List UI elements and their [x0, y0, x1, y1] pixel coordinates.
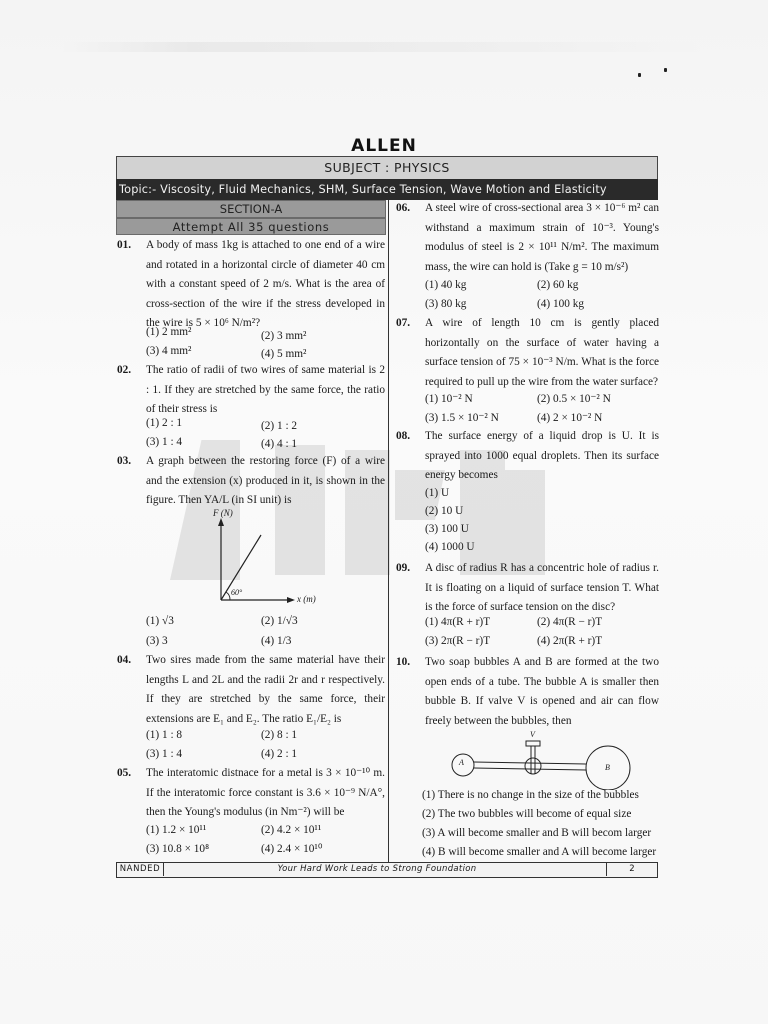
question-number: 02. — [117, 364, 132, 376]
option-1: (1) 2 : 1 — [146, 417, 183, 429]
option-3: (3) A will become smaller and B will becom larger — [422, 827, 652, 839]
option-1: (1) 10⁻² N — [425, 393, 473, 405]
option-4: (4) 2π(R + r)T — [537, 635, 603, 647]
question-number: 05. — [117, 767, 132, 779]
scan-mark — [664, 68, 667, 72]
option-3: (3) 80 kg — [425, 298, 467, 310]
force-extension-graph — [205, 508, 335, 608]
page-footer — [116, 862, 658, 878]
question-number: 07. — [396, 317, 411, 329]
instruction-heading: Attempt All 35 questions — [116, 218, 386, 235]
option-1: (1) 4π(R + r)T — [425, 616, 491, 628]
option-3: (3) 1 : 4 — [146, 748, 183, 760]
question-number: 10. — [396, 656, 411, 668]
option-2: (2) 60 kg — [537, 279, 579, 291]
option-3: (3) 3 — [146, 635, 168, 647]
option-1: (1) 1.2 × 10¹¹ — [146, 824, 207, 836]
soap-bubbles-figure — [445, 730, 635, 790]
bubble-a-label: A — [459, 758, 464, 767]
question-text: Two sires made from the same material have their lengths L and 2L and the radii 2r and r respectively. If they are stretched by the same force, their extensions are E₁ and E₂. The ratio E₁/E₂ is — [146, 654, 385, 725]
option-3: (3) 2π(R − r)T — [425, 635, 491, 647]
option-1: (1) There is no change in the size of the bubbles — [422, 789, 639, 801]
option-2: (2) 3 mm² — [261, 330, 307, 342]
question-text: Two soap bubbles A and B are formed at the two open ends of a tube. The bubble A is smaller then bubble B. If valve V is opened and air can flow freely between the bubbles, then — [425, 656, 659, 727]
option-2: (2) The two bubbles will become of equal size — [422, 808, 632, 820]
topic-banner: Topic:- Viscosity, Fluid Mechanics, SHM, Surface Tension, Wave Motion and Elasticity — [116, 179, 658, 200]
section-heading: SECTION-A — [116, 200, 386, 218]
option-3: (3) 1.5 × 10⁻² N — [425, 412, 499, 424]
option-2: (2) 10 U — [425, 505, 464, 517]
option-3: (3) 10.8 × 10⁸ — [146, 843, 210, 855]
option-3: (3) 1 : 4 — [146, 436, 183, 448]
option-2: (2) 4.2 × 10¹¹ — [261, 824, 322, 836]
footer-tagline: Your Hard Work Leads to Strong Foundation — [277, 864, 477, 874]
question-number: 09. — [396, 562, 411, 574]
option-4: (4) 100 kg — [537, 298, 585, 310]
question-text: The ratio of radii of two wires of same material is 2 : 1. If they are stretched by the same force, the ratio of their stress is — [146, 364, 385, 415]
question-number: 01. — [117, 239, 132, 251]
y-axis-label: F (N) — [213, 508, 233, 518]
question-text: A steel wire of cross-sectional area 3 × 10⁻⁶ m² can withstand a maximum strain of 10⁻³. Young's modulus of steel is 2 × 10¹¹ N/m². The maximum mass, the wire can hold is (Take g = 10 m/s²) — [425, 202, 659, 273]
question-text: A disc of radius R has a concentric hole of radius r. It is floating on a liquid of surface tension T. What is the force of surface tension on the disc? — [425, 562, 659, 613]
option-2: (2) 4π(R − r)T — [537, 616, 603, 628]
option-4: (4) 4 : 1 — [261, 438, 298, 450]
valve-label: V — [530, 730, 535, 739]
option-1: (1) √3 — [146, 615, 174, 627]
subject-banner: SUBJECT : PHYSICS — [116, 156, 658, 180]
option-2: (2) 8 : 1 — [261, 729, 298, 741]
center-code: NANDED — [117, 863, 164, 876]
question-number: 06. — [396, 202, 411, 214]
question-text: The interatomic distnace for a metal is 3 × 10⁻¹⁰ m. If the interatomic force constant is 3.6 × 10⁻⁹ N/A°, then the Young's modulus (in Nm⁻²) will be — [146, 767, 385, 818]
question-text: A body of mass 1kg is attached to one end of a wire and rotated in a horizontal circle of diameter 40 cm with a constant speed of 2 m/s. What is the area of cross-section of the wire if the stress developed in the wire is 5 × 10⁶ N/m²? — [146, 239, 385, 329]
option-4: (4) 2 : 1 — [261, 748, 298, 760]
option-1: (1) 40 kg — [425, 279, 467, 291]
page-number: 2 — [606, 863, 657, 876]
option-2: (2) 0.5 × 10⁻² N — [537, 393, 611, 405]
question-number: 03. — [117, 455, 132, 467]
question-number: 04. — [117, 654, 132, 666]
scan-smudge — [62, 42, 702, 52]
option-4: (4) 1000 U — [425, 541, 475, 553]
option-2: (2) 1 : 2 — [261, 420, 298, 432]
question-text: A wire of length 10 cm is gently placed horizontally on the surface of water having a surface tension of 75 × 10⁻³ N/m. What is the force required to pull up the wire from the water surface? — [425, 317, 659, 388]
question-text: A graph between the restoring force (F) of a wire and the extension (x) produced in it, is shown in the figure. Then YA/L (in SI unit) is — [146, 455, 385, 506]
option-4: (4) 1/3 — [261, 635, 292, 647]
option-4: (4) B will become smaller and A will become larger — [422, 846, 657, 858]
column-divider — [388, 200, 389, 862]
option-1: (1) 2 mm² — [146, 326, 192, 338]
angle-label: 60° — [231, 588, 243, 597]
option-4: (4) 2.4 × 10¹⁰ — [261, 843, 323, 855]
option-1: (1) U — [425, 487, 450, 499]
question-text: The surface energy of a liquid drop is U. It is sprayed into 1000 equal droplets. Then its surface energy becomes — [425, 430, 659, 481]
bubble-b-label: B — [605, 763, 610, 772]
allen-logo: ALLEN — [351, 136, 417, 156]
scan-mark — [638, 73, 641, 77]
x-axis-label: x (m) — [297, 594, 316, 604]
option-3: (3) 4 mm² — [146, 345, 192, 357]
question-number: 08. — [396, 430, 411, 442]
option-2: (2) 1/√3 — [261, 615, 298, 627]
option-4: (4) 5 mm² — [261, 348, 307, 360]
option-4: (4) 2 × 10⁻² N — [537, 412, 603, 424]
option-1: (1) 1 : 8 — [146, 729, 183, 741]
option-3: (3) 100 U — [425, 523, 469, 535]
